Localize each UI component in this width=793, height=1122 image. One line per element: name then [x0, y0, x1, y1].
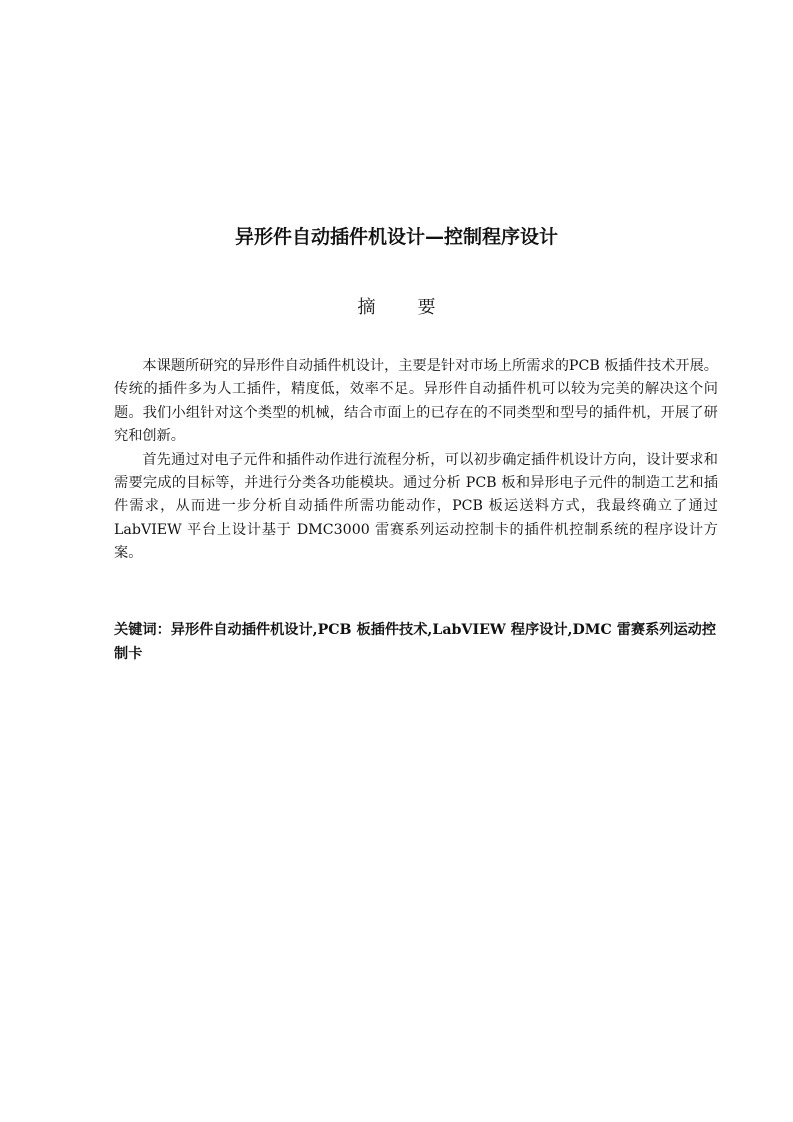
abstract-heading: 摘要: [357, 297, 478, 318]
keywords-label: 关键词：: [114, 622, 171, 638]
abstract-paragraph-2: 首先通过对电子元件和插件动作进行流程分析，可以初步确定插件机设计方向，设计要求和需要完成的目标等，并进行分类各功能模块。通过分析 PCB 板和异形电子元件的制造工艺和插件需求，从而进一步分析自动插件所需功能动作，PCB 板运送料方式，我最终确立了通过 LabVIEW 平台上设计基于 DMC3000 雷赛系列运动控制卡的插件机控制系统的程序设计方案。: [114, 451, 718, 562]
keywords-block: [114, 618, 718, 666]
abstract-paragraph-1: 本课题所研究的异形件自动插件机设计，主要是针对市场上所需求的PCB 板插件技术开展。传统的插件多为人工插件，精度低，效率不足。异形件自动插件机可以较为完美的解决这个问题。我们小组针对这个类型的机械，结合市面上的已存在的不同类型和型号的插件机，开展了研究和创新。: [114, 358, 718, 445]
document-title: 异形件自动插件机设计—控制程序设计: [234, 226, 558, 248]
abstract-body: [114, 355, 718, 566]
keywords-text: 异形件自动插件机设计,PCB 板插件技术,LabVIEW 程序设计,DMC 雷赛系列运动控制卡: [114, 622, 717, 662]
